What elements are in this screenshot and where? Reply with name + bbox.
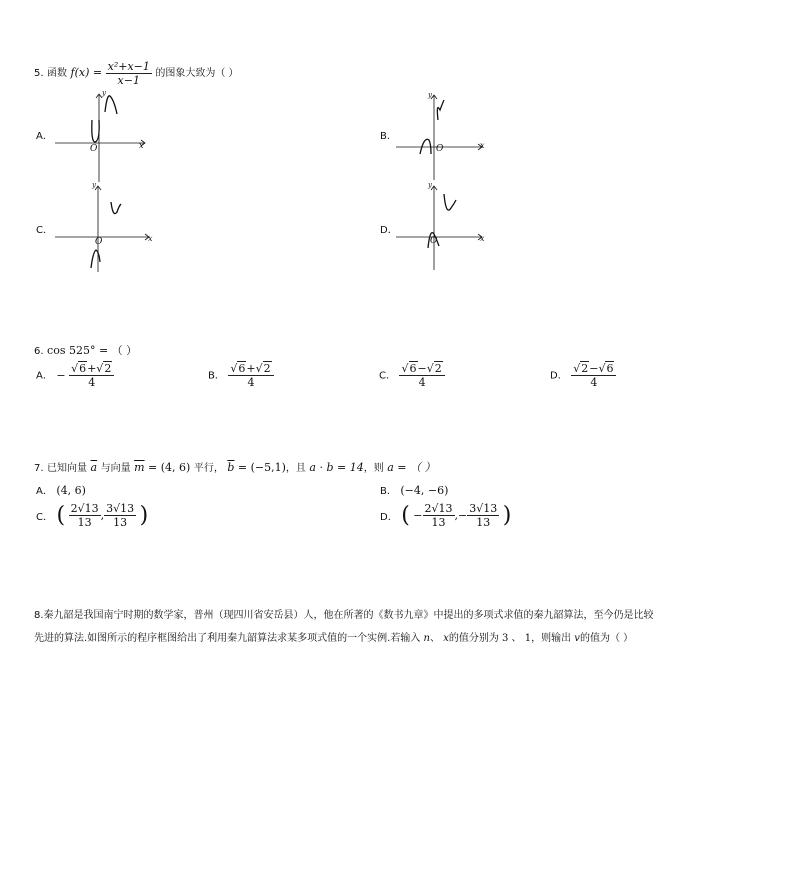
q7-option-c[interactable]: C． ( $\frac{2√13}{13}$ , $\frac{3√13}{13}$ ) xyxy=(36,502,149,529)
q5-fraction: $\frac{\text{x²+x−1}}{x-1}$ xyxy=(107,59,150,87)
q6-option-c[interactable]: C． $\frac{√6-√2}{4}$ xyxy=(379,362,445,389)
q5-option-a-label[interactable]: A． xyxy=(36,131,53,142)
q5-c-y-label: y xyxy=(92,181,96,189)
q5-c-origin: O xyxy=(95,237,103,247)
q6-number: 6. xyxy=(34,346,44,357)
q5-option-c-label[interactable]: C． xyxy=(36,225,53,236)
q8-number: 8. xyxy=(34,610,44,621)
q7-stem: 7. 已知向量 $\overline{a}$ 与向量 $\overline{m} = (4$, 6) 平行， $\overline{b} = (-5,1)$，且 a · b = 14，则 a = （ ） xyxy=(34,461,436,474)
q5-d-x-label: x xyxy=(480,234,485,243)
q5-c-x-label: x xyxy=(148,234,153,243)
q5-a-origin: O xyxy=(90,144,98,154)
q5-d-origin: O xyxy=(430,236,438,246)
q5-stem: 5. 函数 f(x) = $\frac{\text{x²+x−1}}{x-1}$ 的图象大致为（ ） xyxy=(34,59,239,87)
q5-a-x-label: x xyxy=(139,141,144,150)
q5-d-y-label: y xyxy=(428,181,432,189)
q5-b-x-label: x xyxy=(480,141,485,150)
q5-func: f(x) xyxy=(70,66,90,79)
q8-line-2: 先进的算法.如图所示的程序框图给出了利用秦九韶算法求某多项式值的一个实例.若输入 n、 x的值分别为 3 、 1，则输出 v的值为（ ） xyxy=(34,633,634,644)
q5-option-d-label[interactable]: D． xyxy=(380,225,398,236)
q5-b-origin: O xyxy=(436,144,444,154)
q5-option-b-label[interactable]: B． xyxy=(380,131,397,142)
q5-b-y-label: y xyxy=(428,91,432,99)
q7-option-b[interactable]: B． (−4, −6) xyxy=(380,484,449,497)
q7-number: 7. xyxy=(34,463,44,474)
q5-graph-a[interactable] xyxy=(55,90,150,182)
q5-number: 5. xyxy=(34,68,44,79)
q6-expr: cos 525° = （ ） xyxy=(47,344,138,357)
q5-graph-d[interactable] xyxy=(396,182,491,272)
q6-option-d[interactable]: D． $\frac{√2-√6}{4}$ xyxy=(550,362,616,389)
q6-option-a[interactable]: A． − $\frac{√6+√2}{4}$ xyxy=(36,362,114,389)
q5-graph-c[interactable] xyxy=(55,180,155,275)
q7-option-d[interactable]: D． ( − $\frac{2√13}{13}$ ,− $\frac{3√13}{13}$ ) xyxy=(380,502,512,529)
q5-a-y-label: y xyxy=(102,89,106,97)
q6-option-b[interactable]: B． $\frac{√6+√2}{4}$ xyxy=(208,362,274,389)
q8-line-1: 8.秦九韶是我国南宁时期的数学家，普州（现四川省安岳县）人，他在所著的《数书九章》中提出的多项式求值的秦九韶算法，至今仍是比较 xyxy=(34,610,654,621)
q5-graph-b[interactable] xyxy=(396,92,491,182)
q7-option-a[interactable]: A． (4, 6) xyxy=(36,484,86,497)
q6-stem xyxy=(34,342,137,358)
